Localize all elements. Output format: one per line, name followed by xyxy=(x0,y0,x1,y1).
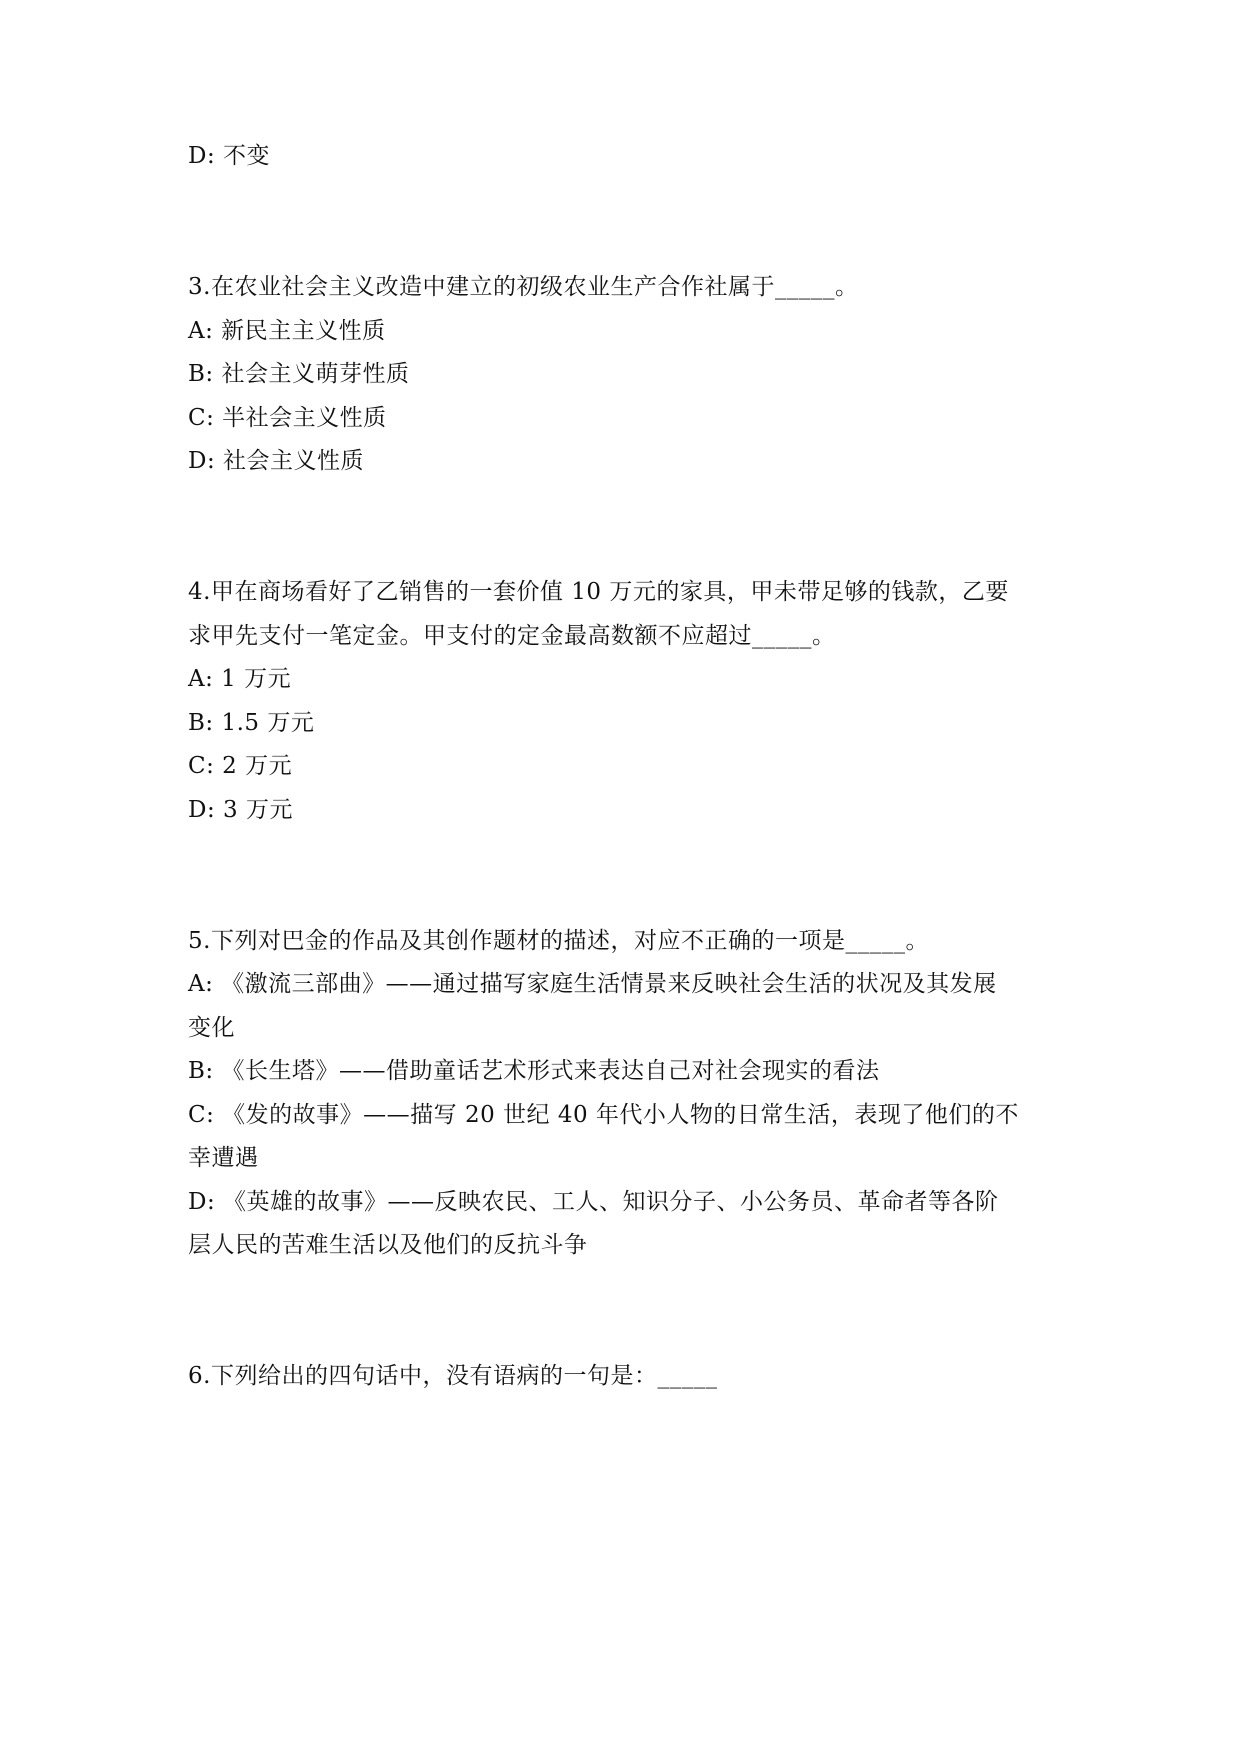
question-5-option-d-line-1: D: 《英雄的故事》——反映农民、工人、知识分子、小公务员、革命者等各阶 xyxy=(188,1189,999,1215)
question-3-option-a: A: 新民主主义性质 xyxy=(188,318,386,344)
question-3-option-d: D: 社会主义性质 xyxy=(188,448,365,474)
question-5-option-c-line-1: C: 《发的故事》——描写 20 世纪 40 年代小人物的日常生活，表现了他们的不 xyxy=(188,1102,1019,1128)
question-5-stem: 5.下列对巴金的作品及其创作题材的描述，对应不正确的一项是_____。 xyxy=(188,928,929,954)
question-4-option-b: B: 1.5 万元 xyxy=(188,710,315,736)
question-5-option-c-line-2: 幸遭遇 xyxy=(188,1145,259,1171)
question-3-stem: 3.在农业社会主义改造中建立的初级农业生产合作社属于_____。 xyxy=(188,274,859,300)
question-4-stem-line-2: 求甲先支付一笔定金。甲支付的定金最高数额不应超过_____。 xyxy=(188,623,836,649)
question-4-option-c: C: 2 万元 xyxy=(188,753,293,779)
question-6-stem: 6.下列给出的四句话中，没有语病的一句是：_____ xyxy=(188,1363,718,1389)
question-4-option-d: D: 3 万元 xyxy=(188,797,293,823)
question-4-stem-line-1: 4.甲在商场看好了乙销售的一套价值 10 万元的家具，甲未带足够的钱款，乙要 xyxy=(188,579,1009,605)
question-5-option-a-line-1: A: 《激流三部曲》——通过描写家庭生活情景来反映社会生活的状况及其发展 xyxy=(188,971,997,997)
question-3-option-c: C: 半社会主义性质 xyxy=(188,405,387,431)
question-5-option-a-line-2: 变化 xyxy=(188,1015,235,1041)
question-3-option-b: B: 社会主义萌芽性质 xyxy=(188,361,410,387)
question-4-option-a: A: 1 万元 xyxy=(188,666,292,692)
question-5-option-d-line-2: 层人民的苦难生活以及他们的反抗斗争 xyxy=(188,1232,588,1258)
question-5-option-b: B: 《长生塔》——借助童话艺术形式来表达自己对社会现实的看法 xyxy=(188,1058,880,1084)
prev-question-option-d: D: 不变 xyxy=(188,143,271,169)
